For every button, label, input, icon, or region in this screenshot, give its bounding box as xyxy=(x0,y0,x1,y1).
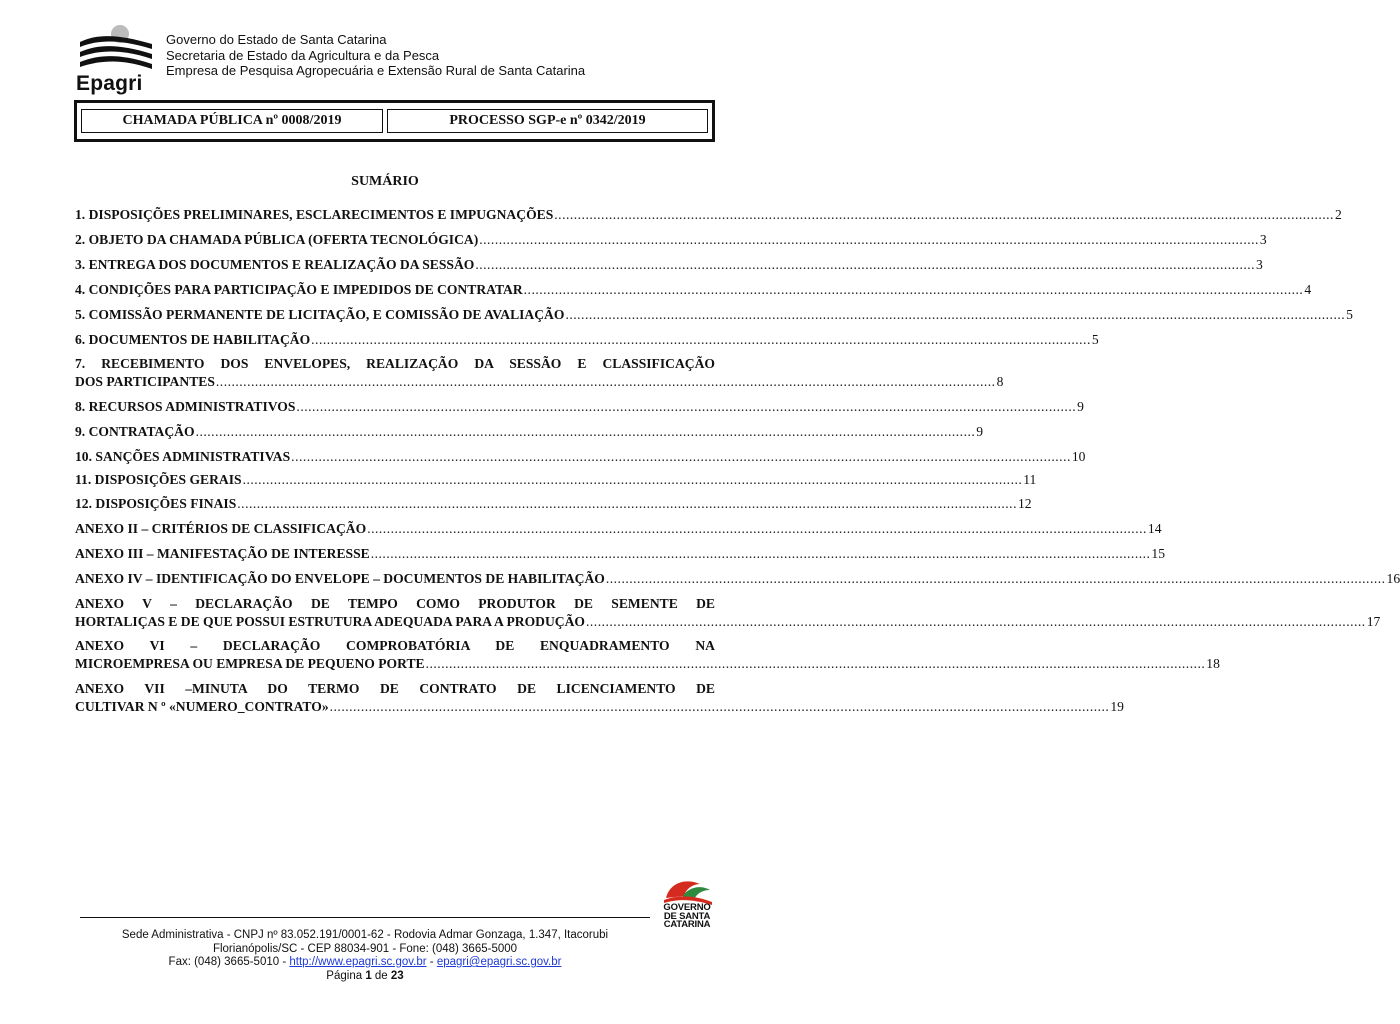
toc-page-number: 19 xyxy=(1110,699,1124,714)
toc-entry-title: ANEXO IV – IDENTIFICAÇÃO DO ENVELOPE – DOCUMENTOS DE HABILITAÇÃO xyxy=(75,571,605,586)
summary-title: SUMÁRIO xyxy=(351,174,419,189)
gov-logo-line-1: GOVERNO xyxy=(663,902,711,913)
page-number-current: 1 xyxy=(365,969,372,982)
toc-entry-title-first-line: ANEXO VII –MINUTA DO TERMO DE CONTRATO DE LICENCIAMENTO DE xyxy=(75,681,715,696)
toc-entry[interactable] xyxy=(75,423,984,441)
toc-leader-dots: ........................................................................................................................................................................................................ xyxy=(215,374,996,389)
document-footer xyxy=(80,929,650,983)
toc-entry-title-first-line: ANEXO VI – DECLARAÇÃO COMPROBATÓRIA DE ENQUADRAMENTO NA xyxy=(75,638,715,653)
toc-page-number: 8 xyxy=(996,374,1004,389)
toc-entry-title: 6. DOCUMENTOS DE HABILITAÇÃO xyxy=(75,332,311,347)
toc-leader-dots: ........................................................................................................................................................................................................ xyxy=(291,449,1071,464)
page-number-prefix: Página xyxy=(326,969,366,982)
header-line-company: Empresa de Pesquisa Agropecuária e Extensão Rural de Santa Catarina xyxy=(166,63,586,78)
toc-page-number: 9 xyxy=(1077,399,1084,414)
toc-page-number: 16 xyxy=(1386,571,1400,586)
toc-leader-dots: ........................................................................................................................................................................................................ xyxy=(367,521,1147,536)
toc-entry[interactable] xyxy=(75,281,1312,299)
footer-city-line: Florianópolis/SC - CEP 88034-901 - Fone: (048) 3665-5000 xyxy=(212,942,518,955)
toc-page-number: 18 xyxy=(1206,656,1220,671)
toc-leader-dots: ........................................................................................................................................................................................................ xyxy=(586,614,1366,629)
toc-leader-dots: ........................................................................................................................................................................................................ xyxy=(605,571,1386,586)
toc-entry[interactable] xyxy=(75,570,1400,588)
government-logo-text xyxy=(656,904,718,930)
toc-entry-title: MICROEMPRESA OU EMPRESA DE PEQUENO PORTE xyxy=(75,656,425,671)
toc-page-number: 4 xyxy=(1304,282,1312,297)
toc-leader-dots: ........................................................................................................................................................................................................ xyxy=(565,307,1346,322)
footer-contact-line xyxy=(80,956,650,970)
header-line-government: Governo do Estado de Santa Catarina xyxy=(166,32,387,47)
toc-leader-dots: ........................................................................................................................................................................................................ xyxy=(425,656,1206,671)
toc-entry-title-first-line: 7. RECEBIMENTO DOS ENVELOPES, REALIZAÇÃO DA SESSÃO E CLASSIFICAÇÃO xyxy=(75,356,715,371)
epagri-emblem-icon xyxy=(74,22,158,74)
toc-leader-dots: ........................................................................................................................................................................................................ xyxy=(554,207,1334,222)
call-title-box xyxy=(74,100,715,142)
toc-leader-dots: ........................................................................................................................................................................................................ xyxy=(296,399,1077,414)
toc-page-number: 17 xyxy=(1366,614,1381,629)
toc-page-number: 11 xyxy=(1023,472,1037,487)
process-number: PROCESSO SGP-e nº 0342/2019 xyxy=(387,109,708,133)
toc-entry[interactable] xyxy=(75,595,1381,631)
toc-entry-title: CULTIVAR N º «NUMERO_CONTRATO» xyxy=(75,699,329,714)
footer-address-line: Sede Administrativa - CNPJ nº 83.052.191/0001-62 - Rodovia Admar Gonzaga, 1.347, Itacorubi xyxy=(121,929,609,941)
toc-entry[interactable] xyxy=(75,256,1263,274)
toc-page-number: 5 xyxy=(1091,332,1099,347)
toc-page-number: 14 xyxy=(1147,521,1162,536)
footer-separator: - xyxy=(426,956,437,968)
toc-entry-title: DOS PARTICIPANTES xyxy=(75,374,215,389)
toc-leader-dots: ........................................................................................................................................................................................................ xyxy=(329,699,1110,714)
footer-divider xyxy=(80,917,650,918)
page-number-total: 23 xyxy=(390,969,404,982)
public-call-number: CHAMADA PÚBLICA nº 0008/2019 xyxy=(81,109,383,133)
toc-entry[interactable] xyxy=(75,680,1124,716)
website-link[interactable]: http://www.epagri.sc.gov.br xyxy=(289,956,427,968)
toc-entry-title: 4. CONDIÇÕES PARA PARTICIPAÇÃO E IMPEDIDOS DE CONTRATAR xyxy=(75,282,523,297)
gov-logo-line-2: DE SANTA xyxy=(663,910,711,922)
epagri-logo-text: Epagri xyxy=(76,72,143,95)
toc-leader-dots: ........................................................................................................................................................................................................ xyxy=(479,232,1259,247)
toc-entry[interactable] xyxy=(75,331,1099,349)
toc-leader-dots: ........................................................................................................................................................................................................ xyxy=(370,546,1151,561)
toc-entry-title: ANEXO III – MANIFESTAÇÃO DE INTERESSE xyxy=(75,546,370,561)
toc-page-number: 3 xyxy=(1259,232,1267,247)
page-number xyxy=(80,970,650,984)
toc-page-number: 10 xyxy=(1071,449,1086,464)
toc-entry-title: 9. CONTRATAÇÃO xyxy=(75,424,195,439)
toc-entry-title: 2. OBJETO DA CHAMADA PÚBLICA (OFERTA TECNOLÓGICA) xyxy=(75,232,479,247)
toc-leader-dots: ........................................................................................................................................................................................................ xyxy=(523,282,1304,297)
document-header xyxy=(74,22,714,98)
toc-entry[interactable] xyxy=(75,495,1032,513)
toc-page-number: 15 xyxy=(1151,546,1165,561)
gov-logo-line-3: CATARINA xyxy=(663,919,711,930)
toc-entry-title: 10. SANÇÕES ADMINISTRATIVAS xyxy=(75,449,291,464)
toc-entry[interactable] xyxy=(75,398,1084,416)
toc-page-number: 5 xyxy=(1346,307,1353,322)
toc-entry-title: 12. DISPOSIÇÕES FINAIS xyxy=(75,496,237,511)
toc-page-number: 9 xyxy=(976,424,984,439)
toc-entry-title: 8. RECURSOS ADMINISTRATIVOS xyxy=(75,399,296,414)
toc-entry-title: 5. COMISSÃO PERMANENTE DE LICITAÇÃO, E COMISSÃO DE AVALIAÇÃO xyxy=(75,307,565,322)
header-institution-lines xyxy=(166,32,585,79)
toc-entry[interactable] xyxy=(75,448,1086,466)
toc-page-number: 12 xyxy=(1017,496,1032,511)
footer-fax: Fax: (048) 3665-5010 - xyxy=(168,956,290,968)
toc-entry-title: 3. ENTREGA DOS DOCUMENTOS E REALIZAÇÃO DA SESSÃO xyxy=(75,257,475,272)
toc-entry[interactable] xyxy=(75,306,1353,324)
toc-leader-dots: ........................................................................................................................................................................................................ xyxy=(311,332,1091,347)
toc-entry-title: HORTALIÇAS E DE QUE POSSUI ESTRUTURA ADEQUADA PARA A PRODUÇÃO xyxy=(75,614,585,629)
toc-entry[interactable] xyxy=(75,231,1267,249)
toc-entry[interactable] xyxy=(75,520,1162,538)
email-link[interactable]: epagri@epagri.sc.gov.br xyxy=(436,956,562,968)
toc-leader-dots: ........................................................................................................................................................................................................ xyxy=(237,496,1017,511)
toc-page-number: 3 xyxy=(1256,257,1263,272)
epagri-logo xyxy=(74,22,158,98)
toc-entry[interactable] xyxy=(75,545,1165,563)
toc-entry[interactable] xyxy=(75,471,1037,489)
toc-entry[interactable] xyxy=(75,206,1342,224)
toc-entry-title: 11. DISPOSIÇÕES GERAIS xyxy=(75,472,242,487)
header-line-secretariat: Secretaria de Estado da Agricultura e da Pesca xyxy=(166,47,440,63)
toc-entry-title: ANEXO II – CRITÉRIOS DE CLASSIFICAÇÃO xyxy=(75,521,367,536)
toc-entry-title-first-line: ANEXO V – DECLARAÇÃO DE TEMPO COMO PRODUTOR DE SEMENTE DE xyxy=(75,596,715,611)
toc-page-number: 2 xyxy=(1334,207,1342,222)
toc-leader-dots: ........................................................................................................................................................................................................ xyxy=(195,424,976,439)
toc-entry-title: 1. DISPOSIÇÕES PRELIMINARES, ESCLARECIMENTOS E IMPUGNAÇÕES xyxy=(75,207,554,222)
toc-entry[interactable] xyxy=(75,355,1004,391)
toc-entry[interactable] xyxy=(75,637,1220,673)
toc-leader-dots: ........................................................................................................................................................................................................ xyxy=(242,472,1023,487)
page-number-of: de xyxy=(371,969,391,982)
toc-leader-dots: ........................................................................................................................................................................................................ xyxy=(475,257,1256,272)
